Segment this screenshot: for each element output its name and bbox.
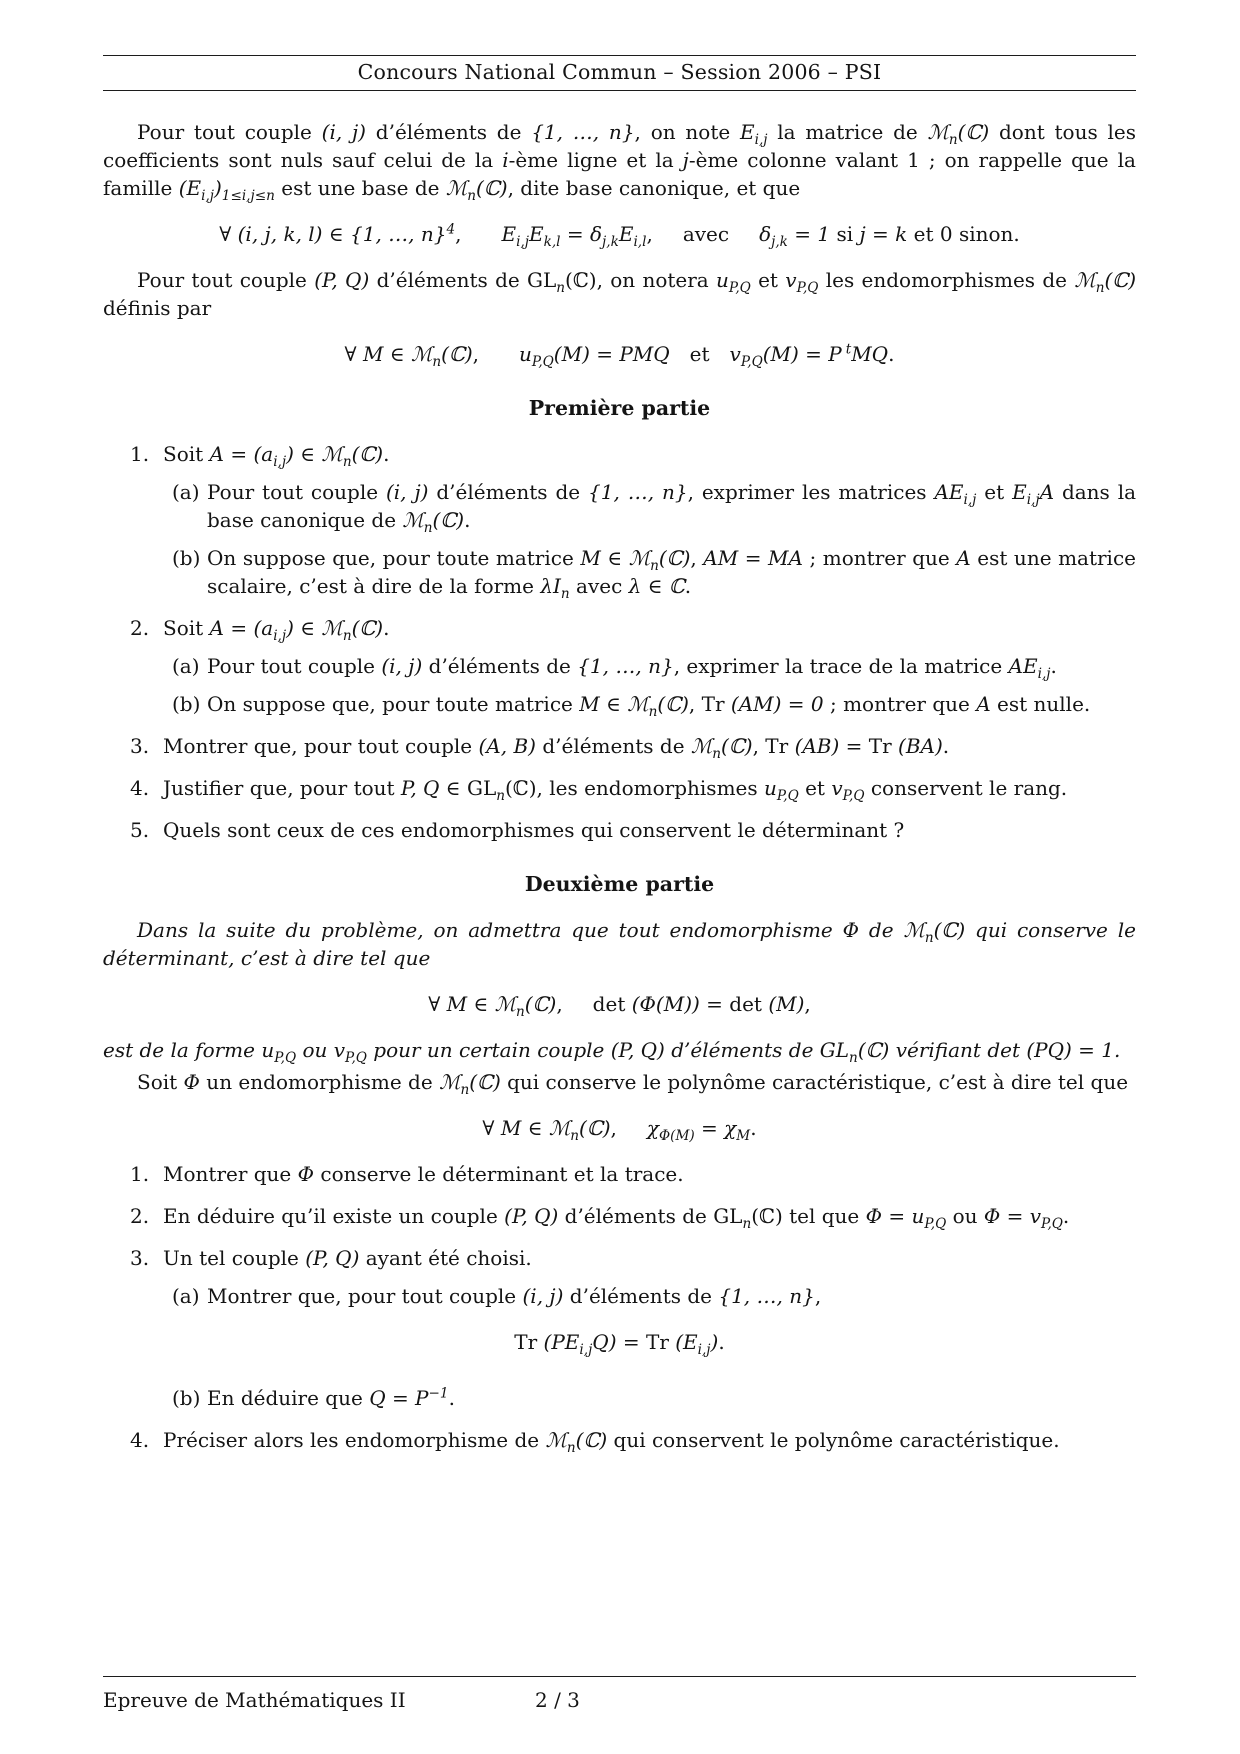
equation-trace-identity: Tr $(PE_{i,j}Q) = Tr$ $(E_{i,j})$.	[514, 1330, 725, 1358]
question-body	[163, 732, 1136, 760]
sub-question-text: Pour tout couple (i, j) d’éléments de {1, …, n}, exprimer les matrices $AE_{i,j}$ et $E_{i,j}A$ dans la base canonique de ℳ$_n$(ℂ).	[207, 480, 1137, 536]
question-number: 1.	[130, 1162, 150, 1186]
equation-u-v-definitions: ∀ M ∈ ℳ$_n$(ℂ), $u_{P,Q}(M)$ = PMQ et $v_{P,Q}(M) = P$ $^t$MQ.	[344, 341, 895, 370]
part2-admitted-paragraph-1: Dans la suite du problème, on admettra que tout endomorphisme Φ de ℳ$_n$(ℂ) qui conserve le déterminant, c’est à dire tel que	[103, 918, 1136, 970]
intro-paragraph-1: Pour tout couple (i, j) d’éléments de {1, …, n}, on note $E_{i,j}$ la matrice de ℳ$_n$(ℂ) dont tous les coefficients sont nuls sauf celui de la i-ème ligne et la j-ème colonne valant 1 ; on rappelle que la famille $(E_{i,j})_{1\le i,j\le n}$ est une base de ℳ$_n$(ℂ), dite base canonique, et que	[103, 120, 1137, 204]
equation-characteristic-polynomial: ∀ M ∈ ℳ$_n$(ℂ), $\chi_{\Phi(M)} = \chi_M$.	[482, 1116, 757, 1144]
question-number: 5.	[130, 818, 150, 842]
question-text: Quels sont ceux de ces endomorphismes qui conservent le déterminant ?	[163, 818, 905, 842]
question-text: En déduire qu’il existe un couple (P, Q) d’éléments de $GL_n(ℂ)$ tel que $\Phi = u_{P,Q}$ ou $\Phi = v_{P,Q}$.	[163, 1204, 1070, 1232]
part1-question-list	[103, 440, 1136, 844]
document-body	[103, 118, 1136, 1454]
equation-canonical-basis: ∀ (i, j, k, l) ∈ {1, …, n}$^4$, $E_{i,j}E_{k,l} = \delta_{j,k}E_{i,l}$, avec $\delta_{j,k} = 1$ si j = k et 0 sinon.	[219, 221, 1020, 250]
header-title: Concours National Commun – Session 2006 – PSI	[357, 60, 882, 84]
question-body	[163, 774, 1136, 802]
sub-question-body	[207, 652, 1136, 680]
sub-question-text: Pour tout couple (i, j) d’éléments de {1, …, n}, exprimer la trace de la matrice $AE_{i,j}$.	[207, 654, 1057, 682]
sub-question-body	[207, 544, 1136, 600]
question-text: Justifier que, pour tout P, Q ∈ $GL_n(ℂ)$, les endomorphismes $u_{P,Q}$ et $v_{P,Q}$ conservent le rang.	[163, 776, 1068, 804]
sub-question-text: On suppose que, pour toute matrice M ∈ ℳ$_n$(ℂ), Tr (AM) = 0 ; montrer que A est nulle.	[207, 692, 1091, 720]
question-text: Soit $A = (a_{i,j})$ ∈ ℳ$_n$(ℂ).	[163, 616, 390, 644]
question-body	[163, 440, 1136, 600]
question-item-4	[130, 774, 1136, 802]
question-number: 2.	[130, 616, 150, 640]
sub-question-label: (a)	[172, 480, 200, 504]
question-number: 4.	[130, 1428, 150, 1452]
intro-paragraph-2: Pour tout couple (P, Q) d’éléments de $GL_n(ℂ)$, on notera $u_{P,Q}$ et $v_{P,Q}$ les endomorphismes de ℳ$_n$(ℂ) définis par	[103, 268, 1136, 320]
part2-question-list	[103, 1160, 1136, 1454]
question-text: Montrer que, pour tout couple (A, B) d’éléments de ℳ$_n$(ℂ), Tr (AB) = Tr (BA).	[163, 734, 950, 762]
page-footer	[103, 1676, 1136, 1724]
question-item-5	[130, 816, 1136, 844]
part2-phi-paragraph: Soit Φ un endomorphisme de ℳ$_n$(ℂ) qui conserve le polynôme caractéristique, c’est à dire tel que	[137, 1070, 1129, 1098]
sub-question-body	[207, 690, 1136, 718]
sub-question-text: Montrer que, pour tout couple (i, j) d’éléments de {1, …, n},	[207, 1284, 822, 1308]
sub-question-label: (b)	[172, 546, 201, 570]
question-body	[163, 1426, 1136, 1454]
question-body	[163, 1202, 1136, 1230]
sub-question-2b	[172, 690, 1136, 718]
question-text: Soit $A = (a_{i,j})$ ∈ ℳ$_n$(ℂ).	[163, 442, 390, 470]
question-item-2	[130, 614, 1136, 718]
question-number: 3.	[130, 1246, 150, 1270]
sub-question-text: On suppose que, pour toute matrice M ∈ ℳ$_n$(ℂ), AM = MA ; montrer que A est une matrice scalaire, c’est à dire de la forme $\lambda I_n$ avec λ ∈ ℂ.	[207, 546, 1136, 602]
question-body	[163, 1244, 1136, 1412]
question-item-3	[130, 1244, 1136, 1412]
sub-question-3a	[172, 1282, 1136, 1374]
question-item-3	[130, 732, 1136, 760]
question-text: Préciser alors les endomorphisme de ℳ$_n$(ℂ) qui conservent le polynôme caractéristique.	[163, 1428, 1060, 1456]
question-body	[163, 1160, 1136, 1188]
sub-question-text: En déduire que $Q = P^{-1}$.	[207, 1385, 455, 1410]
sub-question-body	[207, 478, 1136, 534]
sub-question-label: (a)	[172, 654, 200, 678]
sub-question-1b	[172, 544, 1136, 600]
question-number: 1.	[130, 442, 150, 466]
part2-admitted-paragraph-2: est de la forme $u_{P,Q}$ ou $v_{P,Q}$ pour un certain couple (P, Q) d’éléments de $GL_n(ℂ)$ vérifiant det (PQ) = 1.	[103, 1038, 1121, 1066]
page-header	[103, 55, 1136, 91]
question-item-1	[130, 1160, 1136, 1188]
sub-question-label: (b)	[172, 1386, 201, 1410]
question-text: Un tel couple (P, Q) ayant été choisi.	[163, 1246, 532, 1270]
sub-question-label: (a)	[172, 1284, 200, 1308]
sub-question-label: (b)	[172, 692, 201, 716]
part2-title: Deuxième partie	[524, 872, 715, 896]
question-item-2	[130, 1202, 1136, 1230]
question-body	[163, 816, 1136, 844]
question-number: 2.	[130, 1204, 150, 1228]
question-text: Montrer que Φ conserve le déterminant et la trace.	[163, 1162, 684, 1186]
footer-page-number: 2 / 3	[535, 1688, 580, 1712]
sub-question-body	[207, 1384, 1136, 1412]
sub-question-2a	[172, 652, 1136, 680]
sub-question-body	[207, 1282, 1136, 1374]
part1-title: Première partie	[528, 396, 711, 420]
question-number: 4.	[130, 776, 150, 800]
question-number: 3.	[130, 734, 150, 758]
question-item-4	[130, 1426, 1136, 1454]
sub-question-3b	[172, 1384, 1136, 1412]
sub-question-1a	[172, 478, 1136, 534]
question-body	[163, 614, 1136, 718]
question-item-1	[130, 440, 1136, 600]
equation-determinant-preservation: ∀ M ∈ ℳ$_n$(ℂ), det (Φ(M)) = det (M),	[428, 992, 811, 1020]
footer-course-title: Epreuve de Mathématiques II	[103, 1688, 406, 1712]
